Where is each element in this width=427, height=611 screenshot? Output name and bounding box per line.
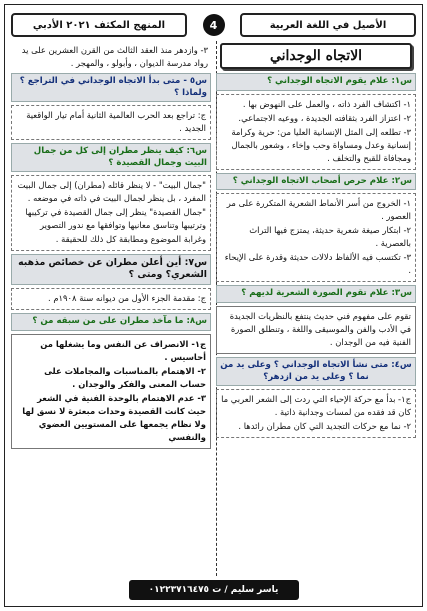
answer-1-item-2: ٢- اعتزاز الفرد بثقافته الجديدة ، ووعيه الاجتماعي. [238,112,411,123]
page-frame [4,4,423,607]
answer-7-text: ج: مقدمة الجزء الأول من ديوانه سنة ١٩٠٨م . [48,292,206,303]
answer-6 [11,175,211,250]
answer-6-item-2: "جمال القصيدة" ينظر إلى جمال القصيدة في تركيبها وترتيبها وتناسق معانيها وتوافقها مع ندور التصوير وغرابة الموضوع ومطابقة كل ذلك للحقيقة . [25,207,206,244]
left-column [11,41,211,576]
answer-8-item-3: ٣- عدم الاهتمام بالوحدة الفنية في الشعر حيث كانت القصيدة وحدات مبعثرة لا نسق لها ولا نظام يجمعها على المستويين العضوي والنفسي [22,392,206,442]
answer-2 [216,193,416,282]
answer-2-item-3: ٣- تكتسب فيه الألفاظ دلالات حديثة وقدرة على الإيحاء . [224,252,411,276]
answer-4 [216,389,416,438]
answer-8-item-2: ٢- الاهتمام بالمناسبات والمجاملات على حساب المعنى والفكر والوجدان . [44,365,206,389]
answer-5 [11,105,211,140]
question-3: س٣: علام تقوم الصورة الشعرية لديهم ؟ [216,285,416,303]
question-1: س١: علام يقوم الاتجاه الوجداني ؟ [216,73,416,91]
answer-1-item-3: ٣- تطلعه إلى المثل الإنسانية العليا من: حرية وكرامة إنسانية وعدل ومساواة وحب وإخاء ، وشعور بالجمال ومجافاة للقبح والتخلف . [231,126,411,163]
answer-2-item-1: ١- الخروج من أسر الأنماط الشعرية المتكررة على مر العصور . [226,198,411,222]
author-footer: ياسر سليم / ت ٠١٢٢٣٧١٦٤٧٥ [129,580,299,600]
answer-8 [11,334,211,449]
question-6: س٦: كيف ينظر مطران إلى كل من جمال البيت وجمال القصيدة ؟ [11,143,211,172]
answer-1-item-1: ١- اكتشاف الفرد ذاته ، والعمل على النهوض بها . [242,98,411,109]
right-column [216,41,416,576]
answer-4-item-3: ٣- وازدهر منذ العقد الثالث من القرن العشرين على يد رواد مدرسة الديوان ، وأبولو ، والمهجر . [21,45,208,69]
page-header [11,13,416,37]
question-2: س٢: علام حرص أصحاب الاتجاه الوجداني ؟ [216,173,416,191]
question-5: س٥ - متى بدأ الاتجاه الوجداني في التراجع ؟ ولماذا ؟ [11,73,211,102]
section-banner: الاتجاه الوجداني [220,43,412,69]
answer-8-item-1: ج١- الانصراف عن النفس وما يشغلها من أحاسيس . [40,338,206,362]
answer-6-item-1: "جمال البيت" - لا ينظر قائله (مطران) إلى جمال البيت المفرد ، بل ينظر لجمال البيت في ذاته في موضعه . [17,180,206,204]
answer-7 [11,288,211,310]
course-title: المنهج المكثف ٢٠٢١ الأدبي [11,13,187,37]
answer-3 [216,306,416,354]
page-number: 4 [203,14,225,36]
question-4: س٤: متى نشأ الاتجاه الوجداني ؟ وعلى يد من نما ؟ وعلى يد من ازدهر؟ [216,357,416,386]
answer-3-text: تقوم على مفهوم فني حديث ينتفع بالنظريات الجديدة في الأدب والفن والموسيقى واللغة ، وتنطلق الصورة الفنية فيه من الوجدان . [229,310,411,347]
book-title: الأصيل في اللغة العربية [240,13,416,37]
answer-4-item-2: ٢- نما مع حركات التجديد التي كان مطران رائدها . [238,421,411,432]
answer-1 [216,94,416,170]
question-7: س٧: أين أعلن مطران عن خصائص مذهبه الشعري؟ ومتى ؟ [11,254,211,285]
question-8: س٨: ما مآخذ مطران على من سبقه من ؟ [11,313,211,331]
answer-5-text: ج: تراجع بعد الحرب العالمية الثانية أمام تيار الواقعية الجديد . [26,110,206,134]
answer-2-item-2: ٢- ابتكار صيغة شعرية حديثة، يمتزج فيها التراث بالعصرية . [249,225,411,249]
answer-4-item-1: ج١- بدأ مع حركة الإحياء التي ردت إلى الشعر العربي ما كان قد فقده من لمسات وجدانية ذاتية . [221,394,411,418]
